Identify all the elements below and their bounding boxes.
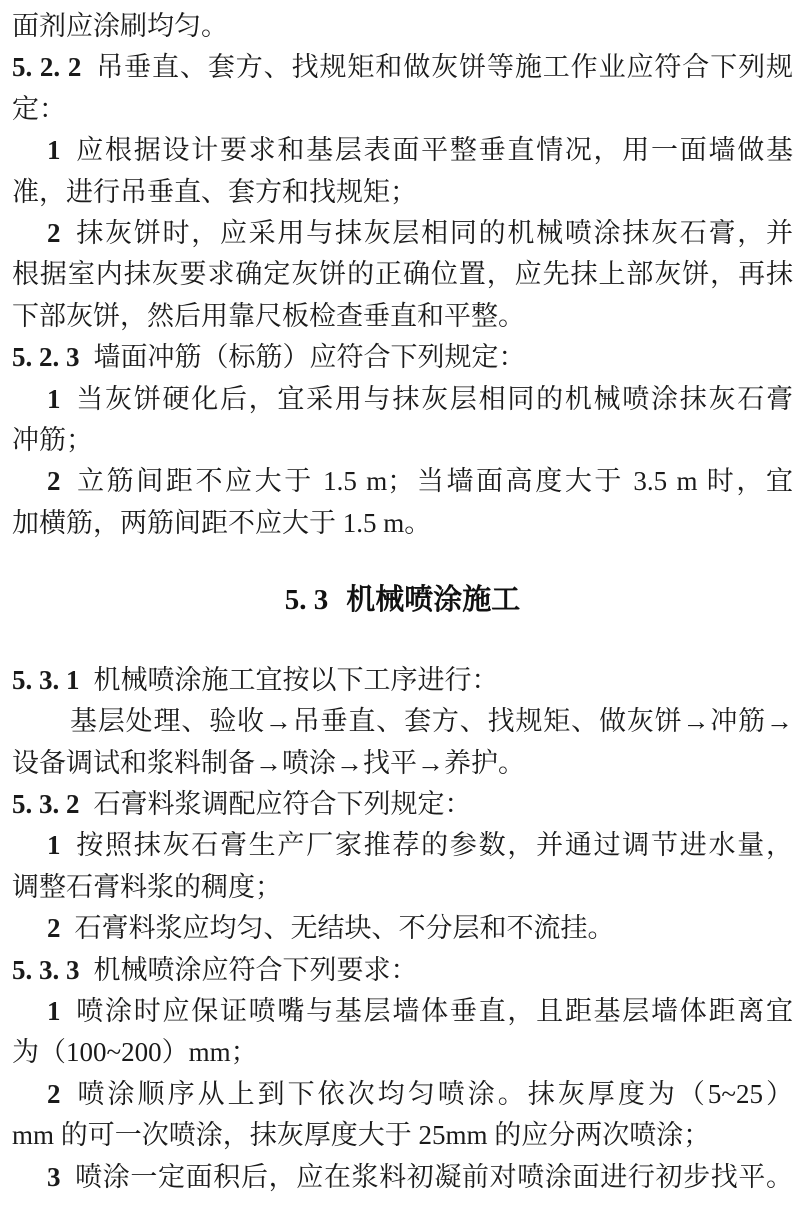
line-text: mm 的可一次喷涂，抹灰厚度大于 25mm 的应分两次喷涂； [12,1120,711,1151]
clause-number: 5. 2. 3 [12,342,80,373]
text-line [12,296,793,337]
section-heading-title: 机械喷涂施工 [346,584,521,617]
item-number: 1 [47,383,61,414]
line-text: 机械喷涂应符合下列要求： [93,954,418,985]
item-number: 2 [47,913,61,944]
line-text: 定： [12,93,66,124]
item-number: 1 [47,135,61,166]
item-line [12,1157,793,1198]
line-text: 加横筋，两筋间距不应大于 1.5 m。 [12,507,432,538]
clause-line [12,337,793,378]
line-text: 下部灰饼，然后用靠尺板检查垂直和平整。 [12,300,525,331]
clauses-5-2 [12,6,793,544]
item-line [12,379,793,420]
line-text: 石膏料浆应均匀、无结块、不分层和不流挂。 [74,913,615,944]
text-line [12,89,793,130]
item-line [12,825,793,866]
line-text: 机械喷涂施工宜按以下工序进行： [93,664,499,695]
text-line [12,1115,793,1156]
item-number: 2 [47,218,61,249]
text-line [12,743,793,784]
text-line [12,6,793,47]
text-line [12,503,793,544]
flow-line [12,701,793,742]
clause-line [12,47,793,88]
line-text: 喷涂一定面积后，应在浆料初凝前对喷涂面进行初步找平。 [74,1161,793,1192]
line-text: 应根据设计要求和基层表面平整垂直情况，用一面墙做基 [74,135,793,166]
clause-number: 5. 3. 3 [12,954,80,985]
item-line [12,213,793,254]
clause-line [12,950,793,991]
text-line [12,172,793,213]
clauses-5-3 [12,660,793,1198]
line-text: 吊垂直、套方、找规矩和做灰饼等施工作业应符合下列规 [95,52,794,83]
line-text: 面剂应涂刷均匀。 [12,11,228,41]
line-text: 喷涂时应保证喷嘴与基层墙体垂直，且距基层墙体距离宜 [74,995,793,1026]
item-number: 2 [47,466,61,497]
line-text: 设备调试和浆料制备→喷涂→找平→养护。 [12,747,525,778]
clause-number: 5. 2. 2 [12,52,82,83]
item-line [12,1074,793,1115]
item-number: 1 [47,995,61,1026]
section-heading-number: 5. 3 [284,584,329,617]
text-line [12,254,793,295]
text-line [12,1032,793,1073]
clause-number: 5. 3. 2 [12,788,80,819]
line-text: 当灰饼硬化后，宜采用与抹灰层相同的机械喷涂抹灰石膏 [74,383,793,414]
line-text: 墙面冲筋（标筋）应符合下列规定： [93,342,526,373]
text-line [12,420,793,461]
line-text: 冲筋； [12,425,93,456]
item-line [12,908,793,949]
clause-line [12,660,793,701]
item-number: 1 [47,830,61,861]
text-line [12,867,793,908]
clause-number: 5. 3. 1 [12,664,80,695]
line-text: 准，进行吊垂直、套方和找规矩； [12,176,417,207]
line-text: 根据室内抹灰要求确定灰饼的正确位置，应先抹上部灰饼，再抹 [12,259,793,290]
line-text: 抹灰饼时，应采用与抹灰层相同的机械喷涂抹灰石膏，并 [74,218,793,249]
section-heading [12,580,793,621]
line-text: 立筋间距不应大于 1.5 m；当墙面高度大于 3.5 m 时，宜 [74,466,793,497]
item-number: 3 [47,1161,61,1192]
line-text: 调整石膏料浆的稠度； [12,871,282,902]
item-line [12,991,793,1032]
item-number: 2 [47,1078,61,1109]
line-text: 基层处理、验收→吊垂直、套方、找规矩、做灰饼→冲筋→ [70,706,793,737]
item-line [12,130,793,171]
line-text: 按照抹灰石膏生产厂家推荐的参数，并通过调节进水量， [74,830,793,861]
line-text: 喷涂顺序从上到下依次均匀喷涂。抹灰厚度为（5~25） [74,1078,793,1109]
item-line [12,461,793,502]
line-text: 石膏料浆调配应符合下列规定： [93,788,472,819]
line-text: 为（100~200）mm； [12,1037,258,1068]
clause-line [12,784,793,825]
